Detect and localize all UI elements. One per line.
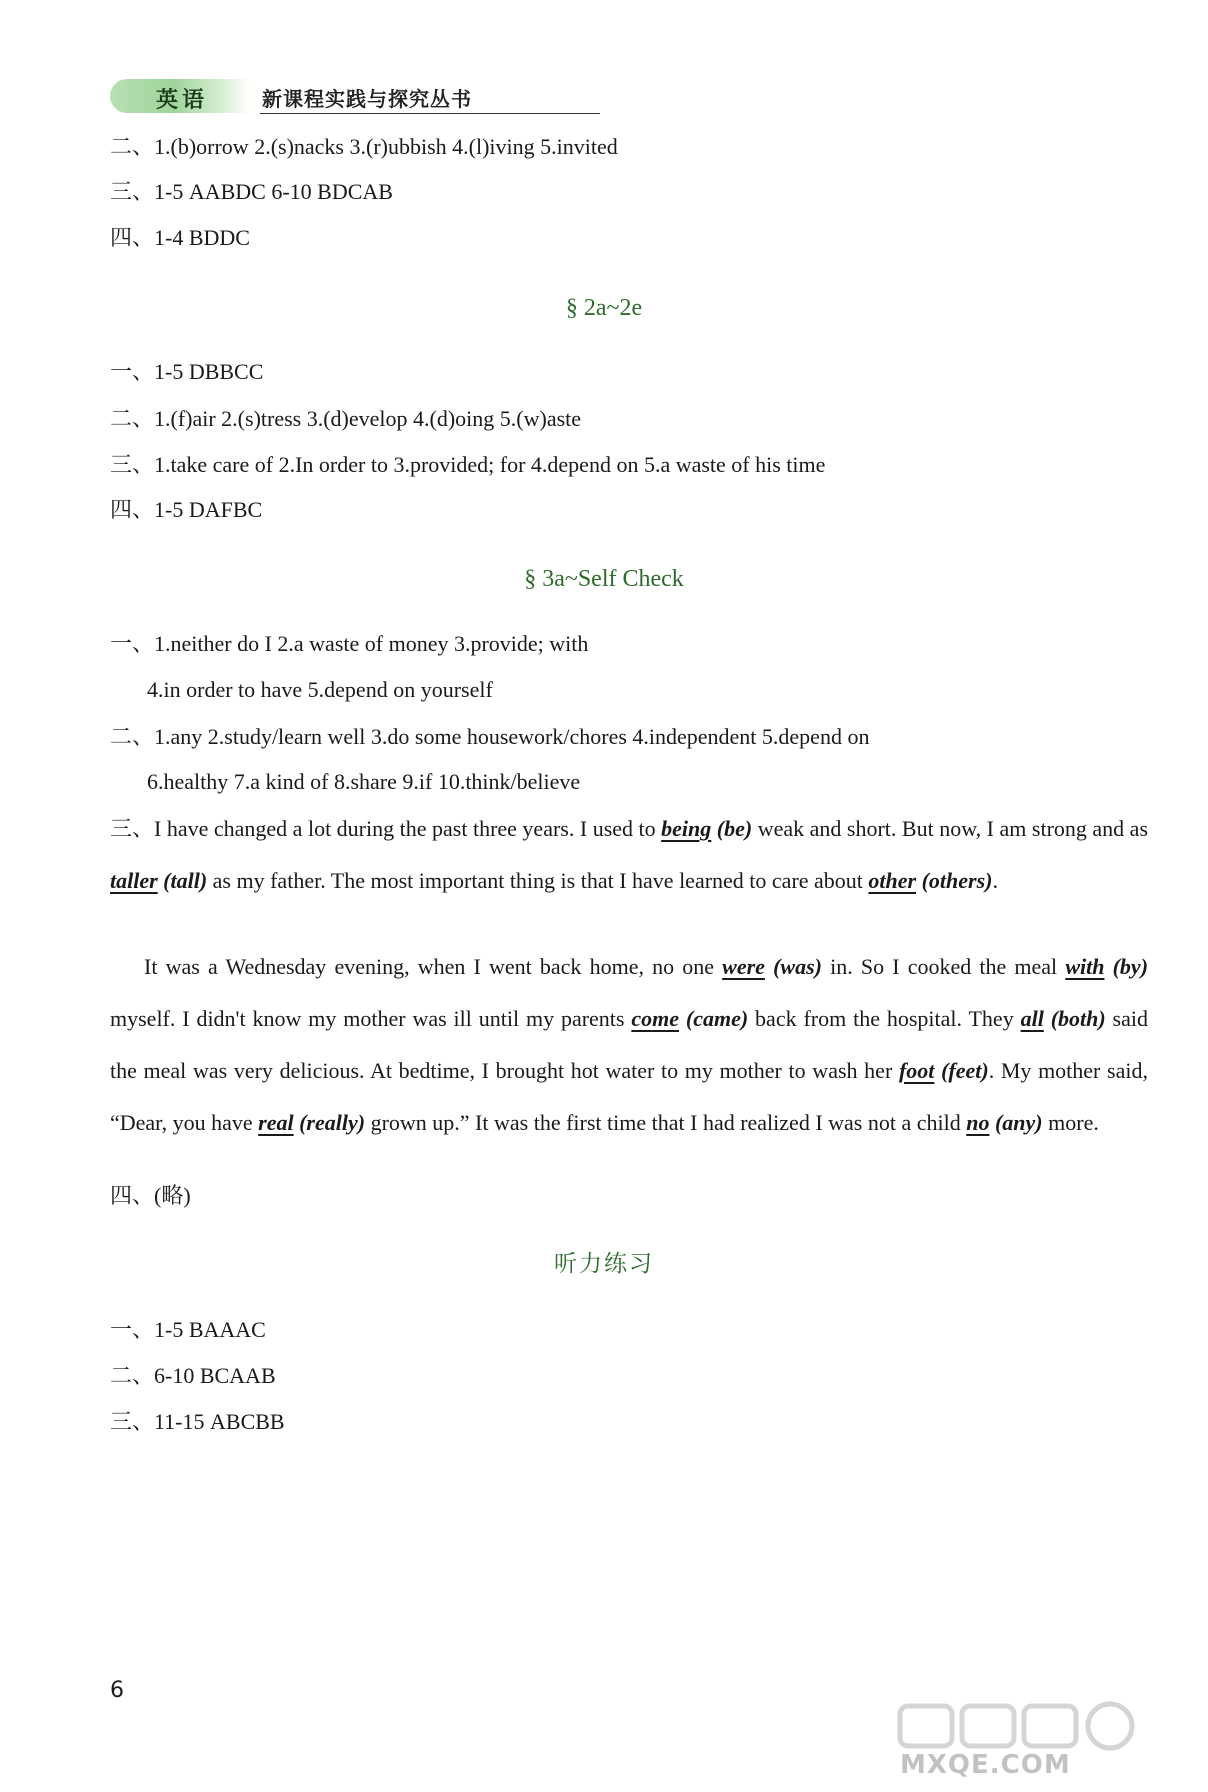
subject-tab [110,79,250,113]
original-word: (was) [773,954,822,979]
series-title: 新课程实践与探究丛书 [262,87,472,111]
answer-line: 四、(略) [110,1183,191,1208]
cloze-paragraph-2 [110,941,1148,1149]
original-word: (others) [921,868,993,893]
answer-line: 二、1.(f)air 2.(s)tress 3.(d)evelop 4.(d)oing 5.(w)aste [110,406,582,431]
corrected-word: taller [110,868,158,893]
watermark-text: MXQE.COM [900,1750,1071,1780]
original-word: (really) [299,1110,366,1135]
para-text: back from the hospital. They [748,1006,1021,1031]
header-underline [260,113,600,114]
answer-line: 四、1-4 BDDC [110,225,250,250]
corrected-word: were [722,954,765,979]
answer-line: 一、1-5 BAAAC [110,1317,266,1342]
subject-label: 英语 [156,88,209,113]
answer-line: 4.in order to have 5.depend on yourself [147,677,493,702]
para-text: grown up.” It was the first time that I had realized I was not a child [365,1110,967,1135]
page-header [110,76,510,116]
answer-line: 一、1.neither do I 2.a waste of money 3.provide; with [110,631,589,656]
cloze-paragraph-1 [110,803,1148,907]
original-word: (both) [1050,1006,1106,1031]
answer-line: 三、11-15 ABCBB [110,1409,285,1434]
para-text: as my father. The most important thing is that I have learned to care about [207,868,869,893]
answer-line: 二、6-10 BCAAB [110,1363,276,1388]
corrected-word: come [631,1006,680,1031]
answer-line: 三、1-5 AABDC 6-10 BDCAB [110,179,393,204]
answer-line: 二、1.any 2.study/learn well 3.do some housework/chores 4.independent 5.depend on [110,724,870,749]
page-number: 6 [110,1678,124,1703]
para-text: in. So I cooked the meal [821,954,1066,979]
corrected-word: with [1065,954,1105,979]
corrected-word: real [258,1110,294,1135]
section-title-3a: § 3a~Self Check [524,566,684,592]
corrected-word: other [868,868,917,893]
answer-line: 6.healthy 7.a kind of 8.share 9.if 10.think/believe [147,769,581,794]
corrected-word: foot [898,1058,935,1083]
answer-line: 二、1.(b)orrow 2.(s)nacks 3.(r)ubbish 4.(l)iving 5.invited [110,134,618,159]
original-word: (tall) [163,868,208,893]
corrected-word: no [966,1110,990,1135]
para-text: 三、I have changed a lot during the past three years. I used to [110,816,662,841]
answer-line: 三、1.take care of 2.In order to 3.provided; for 4.depend on 5.a waste of his time [110,452,826,477]
original-word: (be) [716,816,753,841]
para-text: more. [1042,1110,1099,1135]
answer-line: 四、1-5 DAFBC [110,497,263,522]
original-word: (any) [994,1110,1043,1135]
section-title-2a: § 2a~2e [565,295,643,321]
para-text: . [992,868,998,893]
para-text: It was a Wednesday evening, when I went back home, no one [144,954,723,979]
original-word: (feet) [941,1058,989,1083]
para-text: myself. I didn't know my mother was ill until my parents [110,1006,632,1031]
para-text: weak and short. But now, I am strong and as [752,816,1149,841]
original-word: (came) [685,1006,749,1031]
answer-line: 一、1-5 DBBCC [110,359,264,384]
corrected-word: all [1020,1006,1044,1031]
para-text: . My mother said, “Dear, you have [110,1058,1148,1135]
section-title-listening: 听力练习 [554,1251,654,1277]
original-word: (by) [1112,954,1149,979]
corrected-word: being [661,816,712,841]
para-text: said the meal was very delicious. At bedtime, I brought hot water to my mother to wash her [110,1006,1148,1083]
